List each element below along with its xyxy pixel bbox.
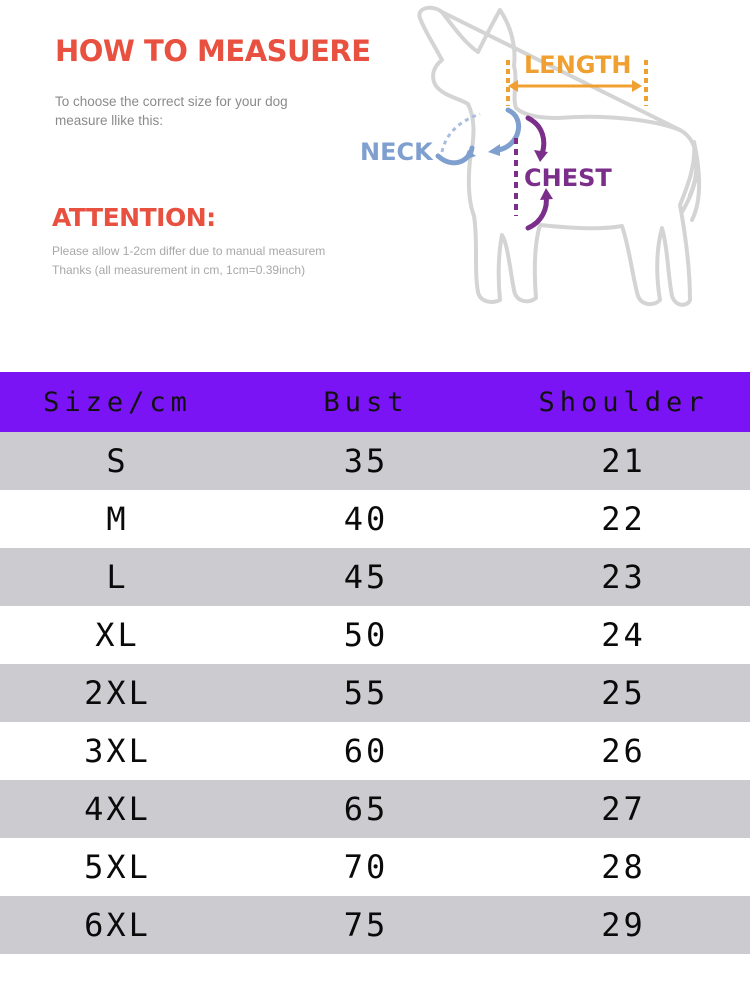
arrow-icon <box>534 150 548 162</box>
table-row <box>0 432 750 490</box>
table-row <box>0 548 750 606</box>
guide-instructions <box>55 92 355 130</box>
bust-cell: 50 <box>235 606 497 664</box>
length-label: LENGTH <box>524 51 632 79</box>
shoulder-cell: 28 <box>497 838 750 896</box>
shoulder-cell: 29 <box>497 896 750 954</box>
bust-cell: 65 <box>235 780 497 838</box>
shoulder-cell: 21 <box>497 432 750 490</box>
instruction-line: measure llike this: <box>55 113 164 128</box>
size-cell: 6XL <box>0 896 235 954</box>
shoulder-cell: 25 <box>497 664 750 722</box>
size-cell: 2XL <box>0 664 235 722</box>
size-cell: 5XL <box>0 838 235 896</box>
attention-line: Thanks (all measurement in cm, 1cm=0.39inch) <box>52 263 306 277</box>
size-cell: M <box>0 490 235 548</box>
header-size: Size/cm <box>0 372 235 432</box>
size-cell: L <box>0 548 235 606</box>
shoulder-cell: 27 <box>497 780 750 838</box>
dog-measurement-figure <box>350 0 750 330</box>
size-cell: XL <box>0 606 235 664</box>
arrow-icon <box>488 144 500 156</box>
neck-label: NECK <box>360 138 433 166</box>
arrow-icon <box>632 80 642 92</box>
shoulder-cell: 24 <box>497 606 750 664</box>
bust-cell: 40 <box>235 490 497 548</box>
bust-cell: 55 <box>235 664 497 722</box>
table-header-row <box>0 372 750 432</box>
guide-title: HOW TO MEASUERE <box>55 34 371 68</box>
measurement-guide <box>0 0 750 370</box>
bust-cell: 35 <box>235 432 497 490</box>
attention-line: Please allow 1-2cm differ due to manual measurem <box>52 244 326 258</box>
attention-title: ATTENTION: <box>52 203 216 232</box>
bust-cell: 45 <box>235 548 497 606</box>
header-bust: Bust <box>235 372 497 432</box>
table-row <box>0 606 750 664</box>
size-chart-table <box>0 372 750 954</box>
bust-cell: 70 <box>235 838 497 896</box>
table-row <box>0 722 750 780</box>
table-row <box>0 490 750 548</box>
shoulder-cell: 23 <box>497 548 750 606</box>
size-cell: 4XL <box>0 780 235 838</box>
bust-cell: 75 <box>235 896 497 954</box>
chest-label: CHEST <box>524 164 612 192</box>
chest-arrow-line <box>528 118 544 154</box>
table-row <box>0 664 750 722</box>
instruction-line: To choose the correct size for your dog <box>55 94 288 109</box>
chest-arrow-line <box>528 196 546 228</box>
header-shoulder: Shoulder <box>497 372 750 432</box>
shoulder-cell: 22 <box>497 490 750 548</box>
table-row <box>0 896 750 954</box>
bust-cell: 60 <box>235 722 497 780</box>
attention-note <box>52 242 378 280</box>
size-cell: 3XL <box>0 722 235 780</box>
size-cell: S <box>0 432 235 490</box>
shoulder-cell: 26 <box>497 722 750 780</box>
table-row <box>0 780 750 838</box>
table-row <box>0 838 750 896</box>
